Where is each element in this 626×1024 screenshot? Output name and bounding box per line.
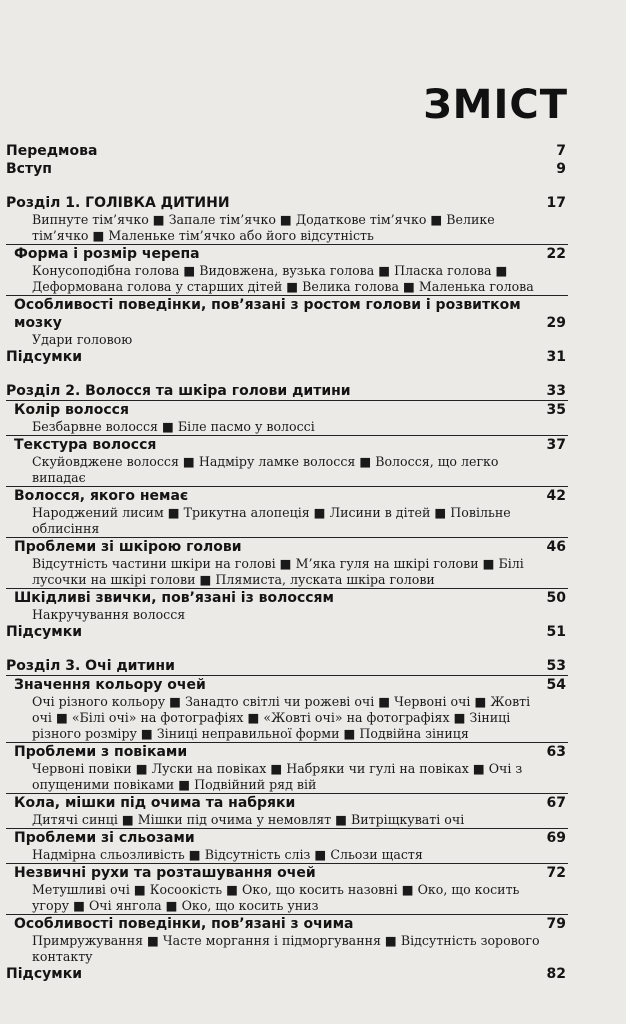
toc-page-number: 79 [546, 916, 566, 932]
toc-chapter[interactable] [6, 657, 568, 675]
toc-section[interactable] [6, 863, 568, 882]
toc-top-entry[interactable] [6, 142, 568, 160]
toc-section[interactable] [6, 244, 568, 263]
toc-entry-label: Підсумки [6, 624, 83, 640]
toc-entry-label: Колір волосся [14, 402, 129, 418]
toc-entry-label: Підсумки [6, 349, 83, 365]
toc-subtopics: Метушливі очі ■ Косоокість ■ Око, що косить назовні ■ Око, що косить угору ■ Очі янгола ■ Око, що косить униз [32, 882, 520, 913]
toc-section[interactable] [6, 537, 568, 556]
toc-summary[interactable] [6, 965, 568, 983]
toc-page-number: 82 [546, 966, 566, 982]
toc-page-number: 17 [546, 195, 566, 211]
toc-page-number: 54 [546, 677, 566, 693]
toc-section[interactable] [6, 793, 568, 812]
toc-subtopics: Дитячі синці ■ Мішки під очима у немовлят ■ Витріщкуваті очі [32, 812, 465, 827]
toc-subtopics: Конусоподібна голова ■ Видовжена, вузька голова ■ Пласка голова ■ Деформована голова у старших дітей ■ Велика голова ■ Маленька голова [32, 263, 534, 294]
toc-page-number: 69 [546, 830, 566, 846]
toc-page-number: 33 [546, 383, 566, 399]
toc-subtopics: Примружування ■ Часте моргання і підморгування ■ Відсутність зорового контакту [32, 933, 540, 964]
toc-entry-label: Підсумки [6, 966, 83, 982]
toc-entry-label: Проблеми зі шкірою голови [14, 539, 242, 555]
toc-page-number: 31 [546, 349, 566, 365]
table-of-contents [6, 142, 568, 983]
toc-page-number: 22 [546, 246, 566, 262]
toc-section[interactable] [6, 295, 568, 332]
toc-entry-label: Значення кольору очей [14, 677, 206, 693]
toc-section[interactable] [6, 400, 568, 419]
toc-entry-label: Незвичні рухи та розташування очей [14, 865, 316, 881]
toc-page-number: 51 [546, 624, 566, 640]
toc-entry-label: Розділ 1. ГОЛІВКА ДИТИНИ [6, 195, 230, 211]
toc-page-number: 46 [546, 539, 566, 555]
toc-subtopics: Удари головою [32, 332, 133, 347]
toc-section[interactable] [6, 828, 568, 847]
toc-entry-label: Особливості поведінки, пов’язані з очима [14, 916, 354, 932]
toc-page-number: 29 [546, 315, 566, 331]
toc-page-number: 7 [556, 143, 566, 159]
toc-entry-label: Текстура волосся [14, 437, 157, 453]
toc-chapter[interactable] [6, 194, 568, 212]
toc-subtopics: Відсутність частини шкіри на голові ■ М’яка гуля на шкірі голови ■ Білі лусочки на шкірі голови ■ Плямиста, луската шкіра голови [32, 556, 524, 587]
toc-page-number: 42 [546, 488, 566, 504]
toc-entry-label: Проблеми з повіками [14, 744, 188, 760]
toc-page-number: 67 [546, 795, 566, 811]
toc-page-number: 37 [546, 437, 566, 453]
toc-entry-label: Шкідливі звички, пов’язані із волоссям [14, 590, 334, 606]
toc-summary[interactable] [6, 348, 568, 366]
toc-page-number: 50 [546, 590, 566, 606]
toc-subtopics: Надмірна сльозливість ■ Відсутність сліз ■ Сльози щастя [32, 847, 423, 862]
toc-section[interactable] [6, 914, 568, 933]
page-title: ЗМІСТ [423, 82, 568, 128]
toc-page-number: 72 [546, 865, 566, 881]
toc-entry-label: Проблеми зі сльозами [14, 830, 195, 846]
toc-page-number: 9 [556, 161, 566, 177]
toc-page-number: 63 [546, 744, 566, 760]
toc-entry-label: Кола, мішки під очима та набряки [14, 795, 296, 811]
toc-section[interactable] [6, 435, 568, 454]
toc-section[interactable] [6, 675, 568, 694]
toc-section[interactable] [6, 486, 568, 505]
toc-subtopics: Очі різного кольору ■ Занадто світлі чи рожеві очі ■ Червоні очі ■ Жовті очі ■ «Білі очі» на фотографіях ■ «Жовті очі» на фотографіях ■ Зіниці різного розміру ■ Зіниці неправильної форми ■ Подвійна зіниця [32, 694, 531, 741]
toc-top-entry[interactable] [6, 160, 568, 178]
toc-section[interactable] [6, 742, 568, 761]
toc-entry-label: Передмова [6, 143, 98, 159]
toc-entry-label: Форма і розмір черепа [14, 246, 200, 262]
toc-entry-label: Вступ [6, 161, 52, 177]
toc-subtopics: Скуйовджене волосся ■ Надміру ламке волосся ■ Волосся, що легко випадає [32, 454, 499, 485]
toc-summary[interactable] [6, 623, 568, 641]
toc-entry-label: Розділ 2. Волосся та шкіра голови дитини [6, 383, 351, 399]
toc-entry-label: Особливості поведінки, пов’язані з ростом голови і розвитком мозку [14, 297, 521, 331]
toc-page-number: 35 [546, 402, 566, 418]
toc-subtopics: Народжений лисим ■ Трикутна алопеція ■ Лисини в дітей ■ Повільне облисіння [32, 505, 511, 536]
toc-section[interactable] [6, 588, 568, 607]
toc-subtopics: Безбарвне волосся ■ Біле пасмо у волоссі [32, 419, 315, 434]
toc-subtopics: Накручування волосся [32, 607, 186, 622]
toc-page-number: 53 [546, 658, 566, 674]
toc-subtopics: Випнуте тім’ячко ■ Запале тім’ячко ■ Додаткове тім’ячко ■ Велике тім’ячко ■ Маленьке тім’ячко або його відсутність [32, 212, 495, 243]
toc-entry-label: Волосся, якого немає [14, 488, 189, 504]
toc-subtopics: Червоні повіки ■ Луски на повіках ■ Набряки чи гулі на повіках ■ Очі з опущеними повіками ■ Подвійний ряд вій [32, 761, 523, 792]
toc-chapter[interactable] [6, 382, 568, 400]
toc-entry-label: Розділ 3. Очі дитини [6, 658, 175, 674]
